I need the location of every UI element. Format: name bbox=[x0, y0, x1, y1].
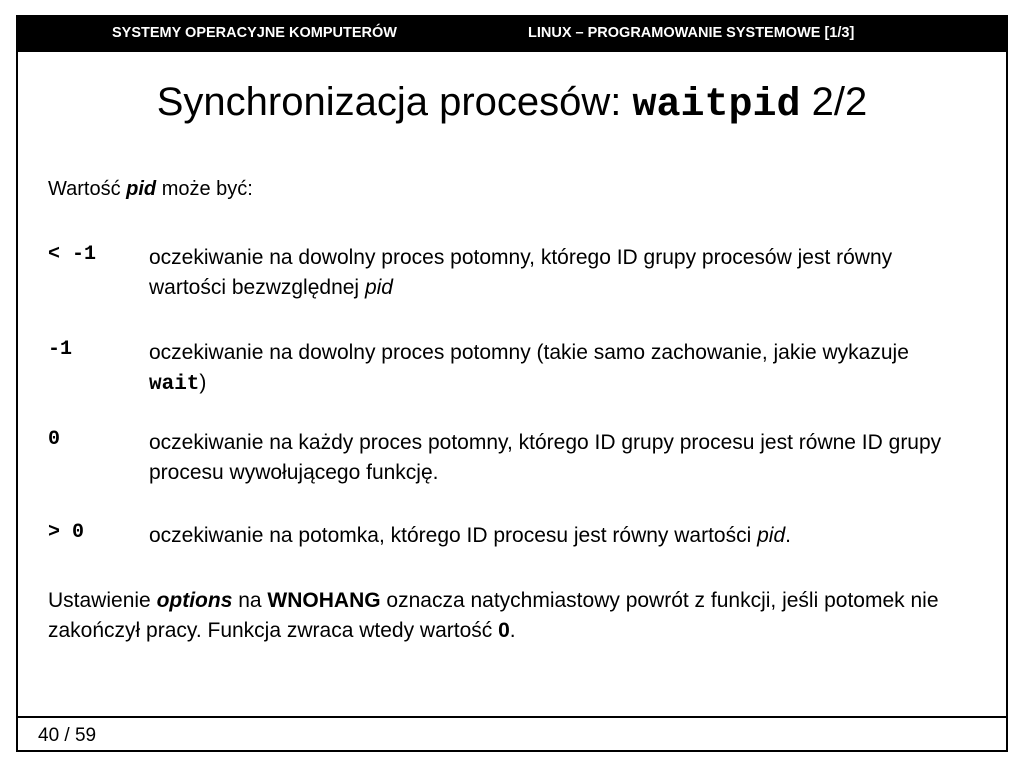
desc-text: oczekiwanie na dowolny proces potomny, którego ID grupy procesów jest równy wartości bezwzględnej bbox=[149, 246, 893, 299]
intro-text bbox=[48, 178, 253, 201]
options-note bbox=[48, 586, 978, 646]
note-text: na bbox=[232, 589, 268, 612]
desc-emph: pid bbox=[364, 276, 393, 299]
title-code: waitpid bbox=[632, 83, 801, 128]
slide-title bbox=[0, 80, 1024, 128]
desc-emph: pid bbox=[757, 524, 786, 547]
note-text: . bbox=[509, 619, 516, 642]
desc-text: oczekiwanie na każdy proces potomny, którego ID grupy procesu jest równe ID grupy procesu wywołującego funkcję. bbox=[149, 431, 942, 484]
note-options: options bbox=[156, 589, 233, 612]
note-zero: 0 bbox=[498, 619, 510, 642]
pid-term: < -1 bbox=[48, 243, 97, 266]
intro-post: może być: bbox=[156, 178, 253, 200]
title-prefix: Synchronizacja procesów: bbox=[156, 80, 633, 124]
pid-desc bbox=[149, 521, 949, 551]
pid-term: -1 bbox=[48, 338, 73, 361]
note-text: oznacza natychmiastowy powrót z funkcji, jeśli potomek nie zakończył pracy. Funkcja zwraca wtedy wartość bbox=[48, 589, 939, 642]
pid-term: > 0 bbox=[48, 521, 85, 544]
desc-tail: . bbox=[785, 524, 791, 547]
intro-pid: pid bbox=[126, 178, 157, 200]
title-suffix: 2/2 bbox=[800, 80, 868, 124]
desc-code: wait bbox=[149, 373, 200, 396]
pid-term: 0 bbox=[48, 428, 61, 451]
note-wnohang: WNOHANG bbox=[267, 589, 381, 612]
slide-header bbox=[16, 15, 1008, 52]
slide-footer bbox=[16, 716, 1008, 752]
desc-tail: ) bbox=[199, 371, 207, 394]
pid-desc bbox=[149, 243, 949, 303]
note-text: Ustawienie bbox=[48, 589, 157, 612]
desc-text: oczekiwanie na dowolny proces potomny (takie samo zachowanie, jakie wykazuje bbox=[149, 341, 909, 364]
intro-pre: Wartość bbox=[48, 178, 127, 200]
pid-desc bbox=[149, 428, 949, 488]
page-number: 40 / 59 bbox=[38, 725, 97, 746]
desc-text: oczekiwanie na potomka, którego ID procesu jest równy wartości bbox=[149, 524, 758, 547]
header-course: SYSTEMY OPERACYJNE KOMPUTERÓW bbox=[112, 25, 397, 41]
pid-desc bbox=[149, 338, 949, 400]
header-topic: LINUX – PROGRAMOWANIE SYSTEMOWE [1/3] bbox=[528, 25, 855, 41]
